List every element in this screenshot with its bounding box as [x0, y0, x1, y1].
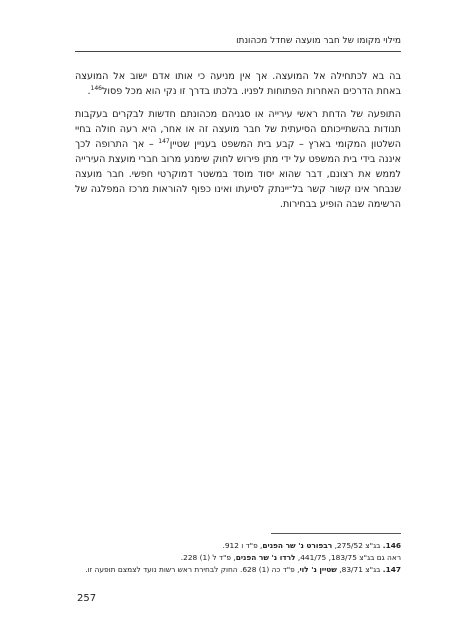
paragraph-1 [75, 69, 401, 99]
case-name: שטיין נ' לוי [299, 565, 337, 574]
footnote-text: בג"צ 275/52, [332, 541, 383, 550]
header-rule [75, 51, 401, 52]
paragraph-2 [75, 107, 401, 212]
case-name: רבפורט נ' שר הפנים [262, 541, 333, 550]
footnote-text: ראה גם בג"צ 183/75, 441/75, [295, 553, 401, 562]
paragraph-1-tail: . [87, 86, 91, 97]
footnote-number: 146. [382, 541, 401, 550]
paragraph-2-part-2: – אך התרופה לכך איננה בידי בית המשפט על ידי מתן פירוש לחוק שימנע מרוב חברי מועצת העירייה לממש את רצונם, דבר שהוא יסוד מוסד במשטר דמוקרטי חפשי. חבר מועצה שנבחר אינו קשור קשר בל־יינתק לסיעתו ואינו כפוף להוראות מרכז המפלגה של הרשימה שבה הופיע בבחירות. [75, 139, 401, 210]
footnote-text: , פ"ד ו 912. [222, 541, 263, 550]
paragraph-1-text: בה בא לכתחילה אל המועצה. אך אין מניעה כי אותו אדם ישוב אל המועצה באחת הדרכים האחרות הפתוחות לפניו. בלכתו בדרך זו נקי הוא מכל פסול [75, 71, 401, 97]
footnote-ref-147[interactable]: 147 [158, 137, 170, 145]
page-number: 257 [77, 593, 97, 604]
footnote-number: 147. [382, 565, 401, 574]
paragraph-2-part-1: התופעה של הדחת ראשי עירייה או סגניהם מכהונתם חדשות לבקרים בעקבות תנודות בהשתייכותם הסיעתית של חבר מועצה זה או אחר, היא רעה חולה בחיי השלטון המקומי בארץ – קבע בית המשפט בעניין שטיין [75, 109, 401, 150]
footnote-146 [75, 540, 401, 552]
footnote-text: , פ"ד כה (1) 628. החוק לבחירת ראש רשות נועד לצמצם תופעה זו. [85, 565, 300, 574]
case-name: לרדו נ' שר הפנים [235, 553, 296, 562]
footnote-ref-146[interactable]: 146 [90, 84, 102, 92]
footnote-text: בג"צ 83/71, [336, 565, 383, 574]
footnote-146-continued [75, 552, 401, 564]
footnotes [75, 540, 401, 576]
running-header: מילוי מקומו של חבר מועצה שחדל מכהונתו [236, 36, 401, 46]
footnote-text: , פ"ד ל (1) 228. [180, 553, 236, 562]
footnote-separator [271, 533, 401, 534]
footnote-147 [75, 564, 401, 576]
